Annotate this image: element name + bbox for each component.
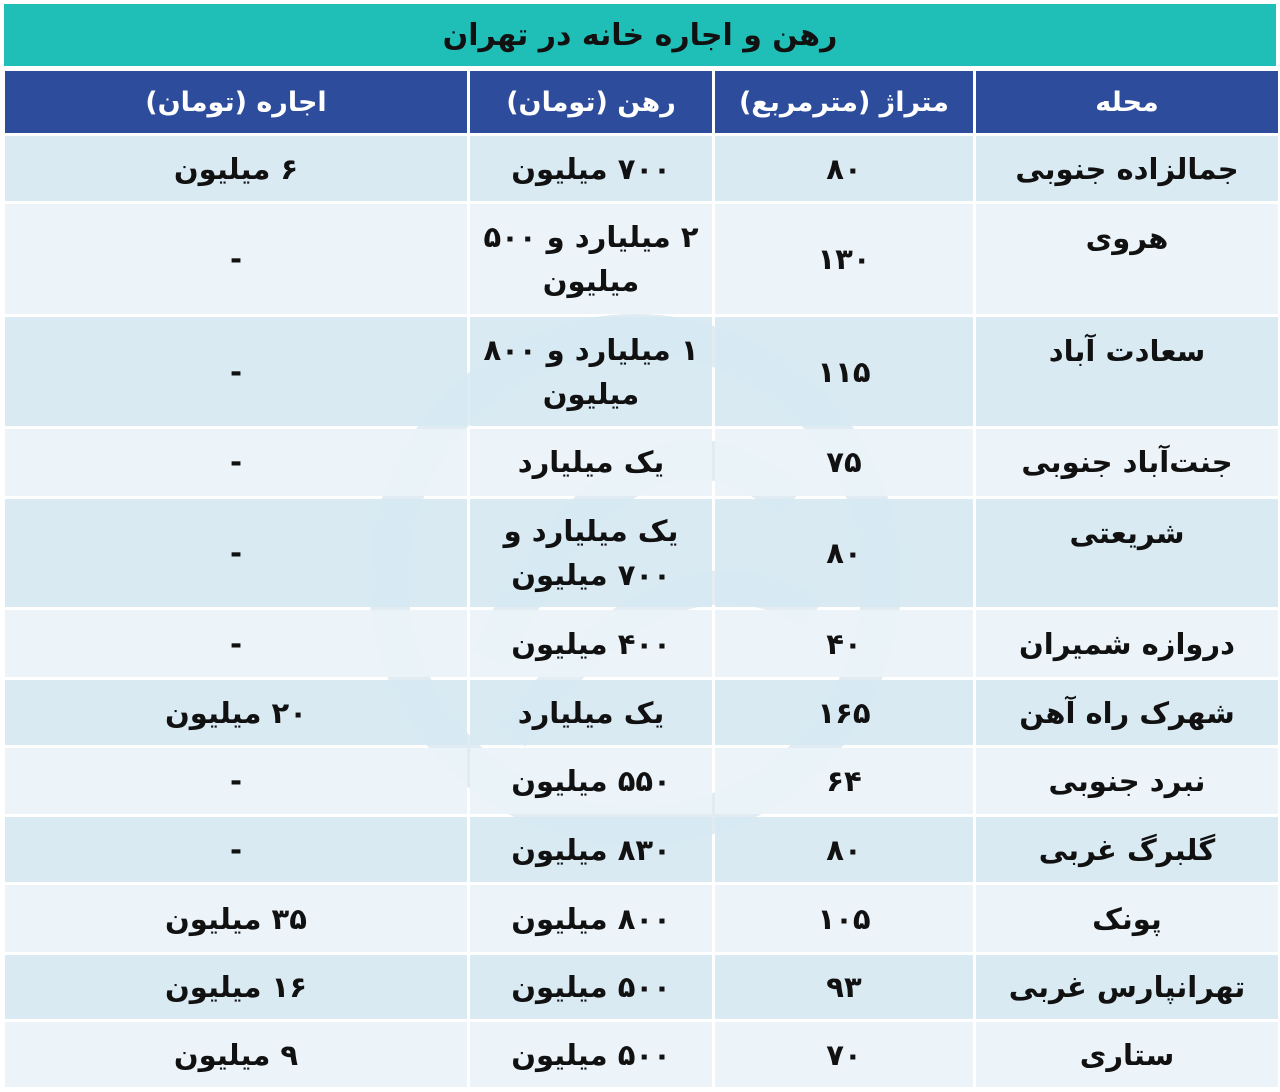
cell-rent: - xyxy=(5,748,467,813)
cell-area: ۶۴ xyxy=(715,748,973,813)
cell-rent: - xyxy=(5,610,467,677)
table-row xyxy=(5,680,1278,745)
cell-area: ۹۳ xyxy=(715,955,973,1019)
cell-area: ۱۰۵ xyxy=(715,885,973,952)
cell-rent: ۶ میلیون xyxy=(5,136,467,201)
header-neighborhood: محله xyxy=(976,71,1278,133)
header-area: متراژ (مترمربع) xyxy=(715,71,973,133)
cell-deposit: ۵۰۰ میلیون xyxy=(470,1022,712,1087)
cell-neighborhood: تهرانپارس غربی xyxy=(976,955,1278,1019)
cell-neighborhood: پونک xyxy=(976,885,1278,952)
table-row xyxy=(5,817,1278,882)
cell-deposit: ۴۰۰ میلیون xyxy=(470,610,712,677)
table-row xyxy=(5,317,1278,426)
cell-deposit: یک میلیارد xyxy=(470,429,712,496)
cell-deposit: یک میلیارد و ۷۰۰ میلیون xyxy=(470,499,712,608)
rent-table xyxy=(2,68,1280,1090)
cell-rent: ۲۰ میلیون xyxy=(5,680,467,745)
cell-neighborhood: شهرک راه آهن xyxy=(976,680,1278,745)
cell-area: ۱۶۵ xyxy=(715,680,973,745)
table-row xyxy=(5,610,1278,677)
cell-rent: - xyxy=(5,429,467,496)
cell-deposit: ۲ میلیارد و ۵۰۰ میلیون xyxy=(470,204,712,314)
cell-deposit: ۷۰۰ میلیون xyxy=(470,136,712,201)
cell-area: ۸۰ xyxy=(715,136,973,201)
cell-neighborhood: هروی xyxy=(976,204,1278,314)
cell-area: ۴۰ xyxy=(715,610,973,677)
cell-rent: - xyxy=(5,204,467,314)
cell-deposit: ۸۰۰ میلیون xyxy=(470,885,712,952)
cell-neighborhood: سعادت آباد xyxy=(976,317,1278,426)
cell-area: ۱۱۵ xyxy=(715,317,973,426)
cell-rent: - xyxy=(5,817,467,882)
cell-neighborhood: گلبرگ غربی xyxy=(976,817,1278,882)
table-row xyxy=(5,499,1278,608)
cell-deposit: ۱ میلیارد و ۸۰۰ میلیون xyxy=(470,317,712,426)
cell-rent: ۳۵ میلیون xyxy=(5,885,467,952)
cell-area: ۱۳۰ xyxy=(715,204,973,314)
cell-deposit: ۸۳۰ میلیون xyxy=(470,817,712,882)
cell-area: ۷۰ xyxy=(715,1022,973,1087)
cell-neighborhood: دروازه شمیران xyxy=(976,610,1278,677)
cell-rent: ۹ میلیون xyxy=(5,1022,467,1087)
cell-neighborhood: ستاری xyxy=(976,1022,1278,1087)
header-row xyxy=(5,71,1278,133)
table-row xyxy=(5,136,1278,201)
cell-area: ۷۵ xyxy=(715,429,973,496)
cell-rent: ۱۶ میلیون xyxy=(5,955,467,1019)
cell-deposit: یک میلیارد xyxy=(470,680,712,745)
cell-neighborhood: جنت‌آباد جنوبی xyxy=(976,429,1278,496)
cell-rent: - xyxy=(5,317,467,426)
table-row xyxy=(5,885,1278,952)
cell-neighborhood: جمالزاده جنوبی xyxy=(976,136,1278,201)
cell-neighborhood: شریعتی xyxy=(976,499,1278,608)
table-row xyxy=(5,955,1278,1019)
table-title: رهن و اجاره خانه در تهران xyxy=(4,4,1276,66)
cell-deposit: ۵۵۰ میلیون xyxy=(470,748,712,813)
table-row xyxy=(5,204,1278,314)
cell-deposit: ۵۰۰ میلیون xyxy=(470,955,712,1019)
header-deposit: رهن (تومان) xyxy=(470,71,712,133)
cell-neighborhood: نبرد جنوبی xyxy=(976,748,1278,813)
cell-rent: - xyxy=(5,499,467,608)
cell-area: ۸۰ xyxy=(715,817,973,882)
cell-area: ۸۰ xyxy=(715,499,973,608)
table-row xyxy=(5,429,1278,496)
header-rent: اجاره (تومان) xyxy=(5,71,467,133)
table-row xyxy=(5,1022,1278,1087)
table-row xyxy=(5,748,1278,813)
